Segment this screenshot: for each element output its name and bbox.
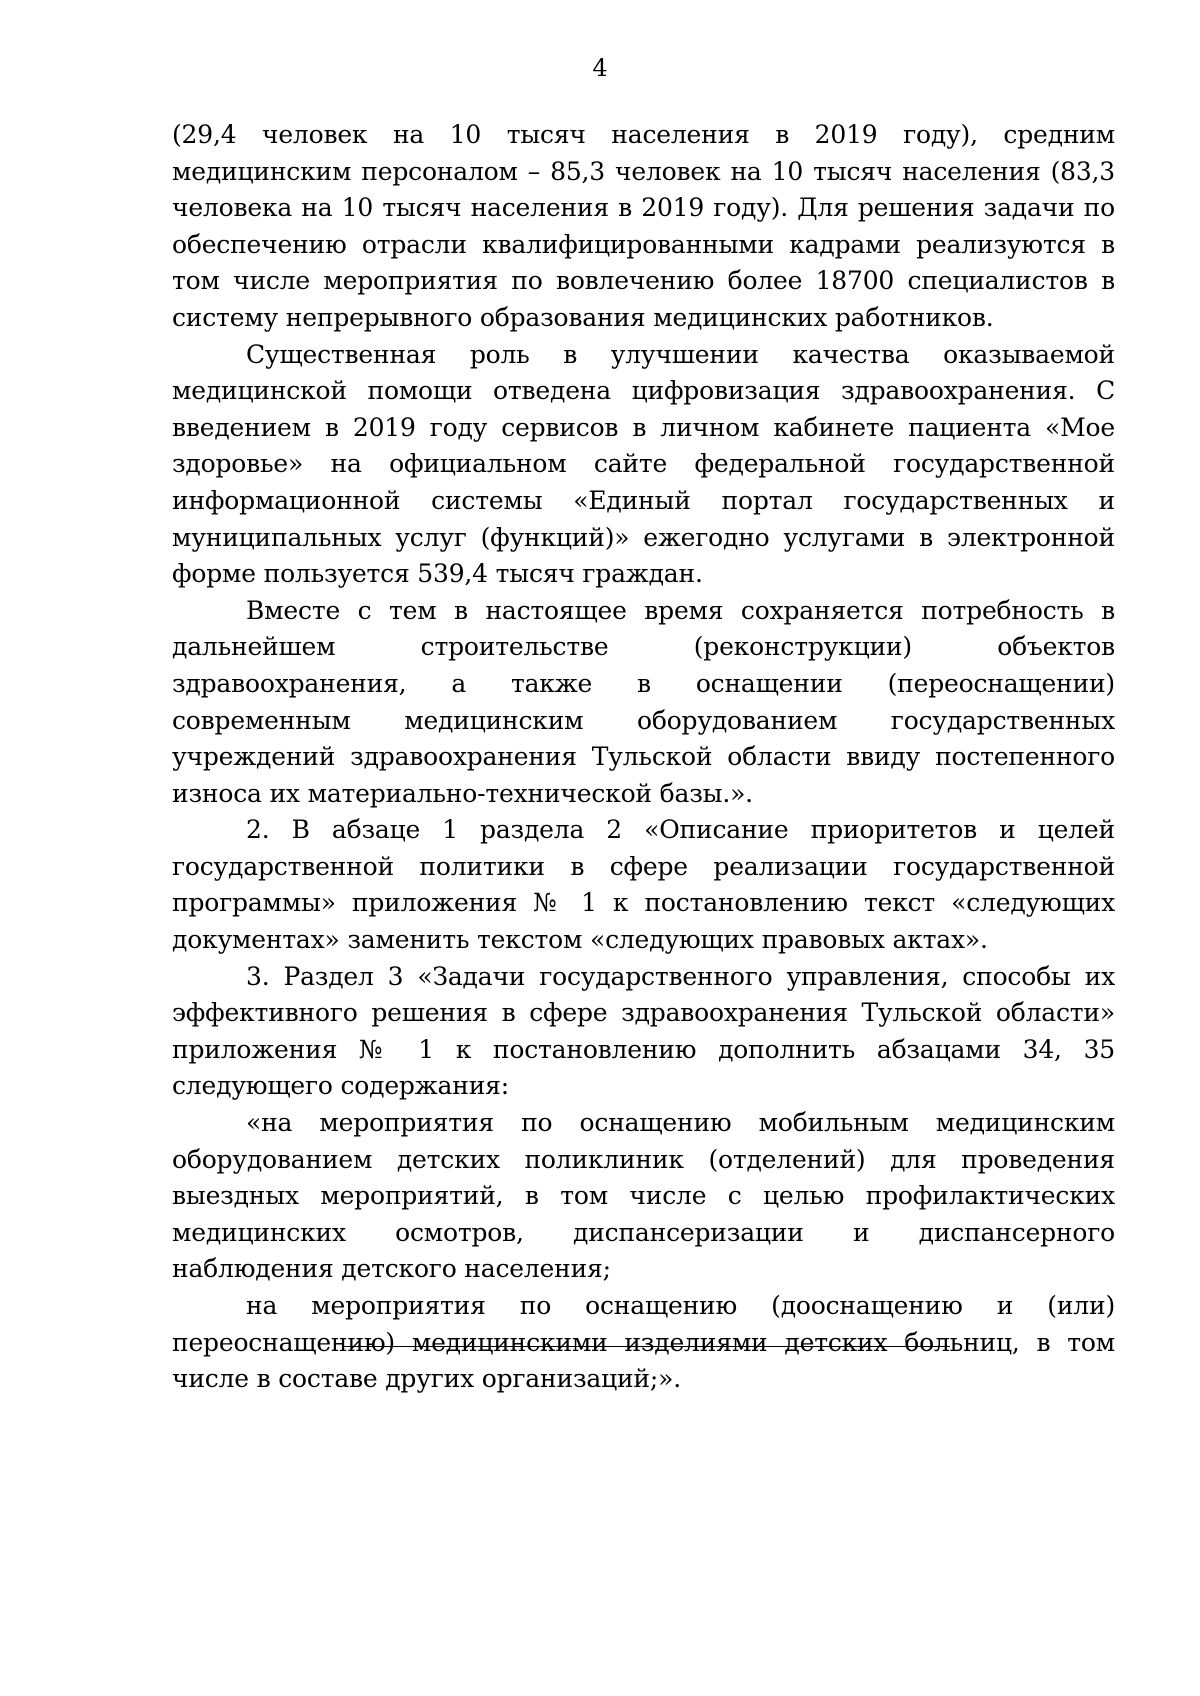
paragraph-quote-mobile-equipment: «на мероприятия по оснащению мобильным медицинским оборудованием детских поликлиник (отделений) для проведения выездных мероприятий, в том числе с целью профилактических медицинских осмотров, диспансеризации и диспансерного наблюдения детского населения; <box>172 1108 1115 1284</box>
paragraph-item-3: 3. Раздел 3 «Задачи государственного управления, способы их эффективного решения в сфере здравоохранения Тульской области» приложения № 1 к постановлению дополнить абзацами 34, 35 следующего содержания: <box>172 961 1115 1101</box>
paragraph-construction-needs: Вместе с тем в настоящее время сохраняется потребность в дальнейшем строительстве (реконструкции) объектов здравоохранения, а также в оснащении (переоснащении) современным медицинским оборудованием государственных учреждений здравоохранения Тульской области ввиду постепенного износа их материально-технической базы.». <box>172 595 1115 808</box>
page-number: 4 <box>592 54 608 82</box>
paragraph-item-2: 2. В абзаце 1 раздела 2 «Описание приоритетов и целей государственной политики в сфере реализации государственной программы» приложения № 1 к постановлению текст «следующих документах» заменить текстом «следующих правовых актах». <box>172 815 1115 955</box>
paragraph-digitalization: Существенная роль в улучшении качества оказываемой медицинской помощи отведена цифровизация здравоохранения. С введением в 2019 году сервисов в личном кабинете пациента «Мое здоровье» на официальном сайте федеральной государственной информационной системы «Единый портал государственных и муниципальных услуг (функций)» ежегодно услугами в электронной форме пользуется 539,4 тысяч граждан. <box>172 339 1115 589</box>
end-separator-line <box>343 1346 950 1347</box>
document-body <box>172 117 1115 1398</box>
paragraph-quote-medical-devices: на мероприятия по оснащению (дооснащению и (или) переоснащению) медицинскими изделиями детских больниц, в том числе в составе других организаций;». <box>172 1291 1115 1394</box>
paragraph-continuation: (29,4 человек на 10 тысяч населения в 2019 году), средним медицинским персоналом – 85,3 человек на 10 тысяч населения (83,3 человека на 10 тысяч населения в 2019 году). Для решения задачи по обеспечению отрасли квалифицированными кадрами реализуются в том числе мероприятия по вовлечению более 18700 специалистов в систему непрерывного образования медицинских работников. <box>172 120 1115 332</box>
